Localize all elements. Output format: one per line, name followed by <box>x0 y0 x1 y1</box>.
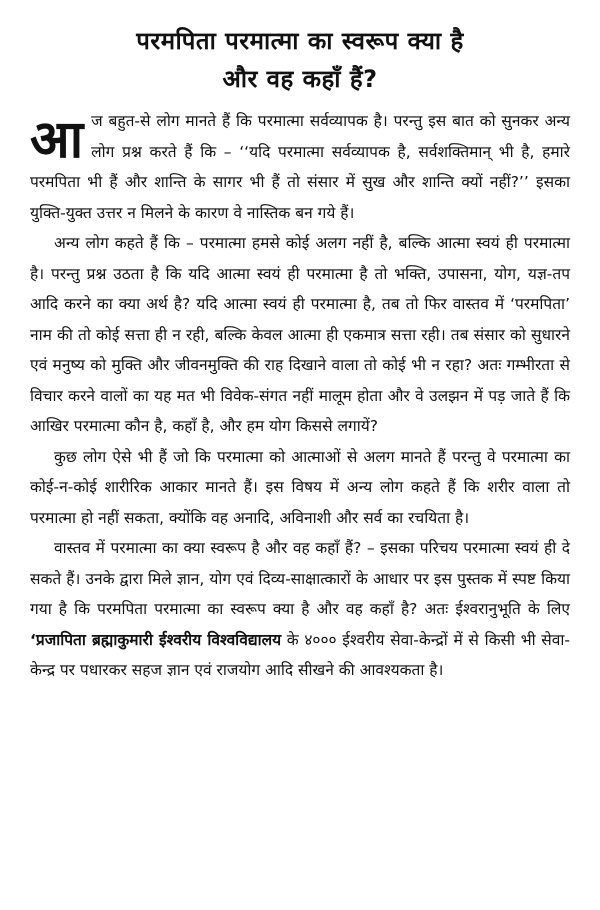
paragraph-1 <box>30 106 570 228</box>
paragraph-2: अन्य लोग कहते हैं कि – परमात्मा हमसे कोई अलग नहीं है, बल्कि आत्मा स्वयं ही परमात्मा है। परन्तु प्रश्न उठता है कि यदि आत्मा स्वयं ही परमात्मा है तो भक्ति, उपासना, योग, यज्ञ-तप आदि करने का क्या अर्थ है? यदि आत्मा स्वयं ही परमात्मा है, तब तो फिर वास्तव में ‘परमपिता’ नाम की तो कोई सत्ता ही न रही, बल्कि केवल आत्मा ही एकमात्र सत्ता रही। तब संसार को सुधारने एवं मनुष्य को मुक्ति और जीवनमुक्ति की राह दिखाने वाला तो कोई भी न रहा? अतः गम्भीरता से विचार करने वालों का यह मत भी विवेक-संगत नहीं मालूम होता और वे उलझन में पड़ जाते हैं कि आखिर परमात्मा कौन है, कहाँ है, और हम योग किससे लगायें? <box>30 234 570 435</box>
paragraph-4 <box>30 533 570 686</box>
paragraph-4-text-b: के ४००० ईश्वरीय सेवा-केन्द्रों में से किसी भी सेवा-केन्द्र पर पधारकर सहज ज्ञान एवं राजयोग आदि सीखने की आवश्यकता है। <box>30 630 571 679</box>
paragraph-1-text: ज बहुत-से लोग मानते हैं कि परमात्मा सर्वव्यापक है। परन्तु इस बात को सुनकर अन्य लोग प्रश्न करते हैं कि – ‘‘यदि परमात्मा सर्वव्यापक है, सर्वशक्तिमान् भी है, हमारे परमपिता भी हैं और शान्ति के सागर भी हैं तो संसार में सुख और शान्ति क्यों नहीं?’’ इसका युक्ति-युक्त उत्तर न मिलने के कारण वे नास्तिक बन गये हैं। <box>30 112 570 222</box>
paragraph-4-text-a: वास्तव में परमात्मा का क्या स्वरूप है और वह कहाँ हैं? – इसका परिचय परमात्मा स्वयं ही दे सकते हैं। उनके द्वारा मिले ज्ञान, योग एवं दिव्य-साक्षात्कारों के आधार पर इस पुस्तक में स्पष्ट किया गया है कि परमपिता परमात्मा का स्वरूप क्या है और वह कहाँ है? अतः ईश्वरानुभूति के लिए <box>30 539 570 618</box>
page-title <box>30 22 570 98</box>
paragraph-3: कुछ लोग ऐसे भी हैं जो कि परमात्मा को आत्माओं से अलग मानते हैं परन्तु वे परमात्मा का कोई-न-कोई शारीरिक आकार मानते हैं। इस विषय में अन्य लोग कहते हैं कि शरीर वाला तो परमात्मा हो नहीं सकता, क्योंकि वह अनादि, अविनाशी और सर्व का रचयिता है। <box>30 447 570 527</box>
drop-cap: आ <box>30 109 84 170</box>
title-line-1: परमपिता परमात्मा का स्वरूप क्या है <box>136 27 464 55</box>
article-body <box>30 106 570 686</box>
title-line-2: और वह कहाँ हैं? <box>222 65 378 93</box>
organization-name: ‘प्रजापिता ब्रह्माकुमारी ईश्वरीय विश्वविद्यालय <box>30 630 282 649</box>
